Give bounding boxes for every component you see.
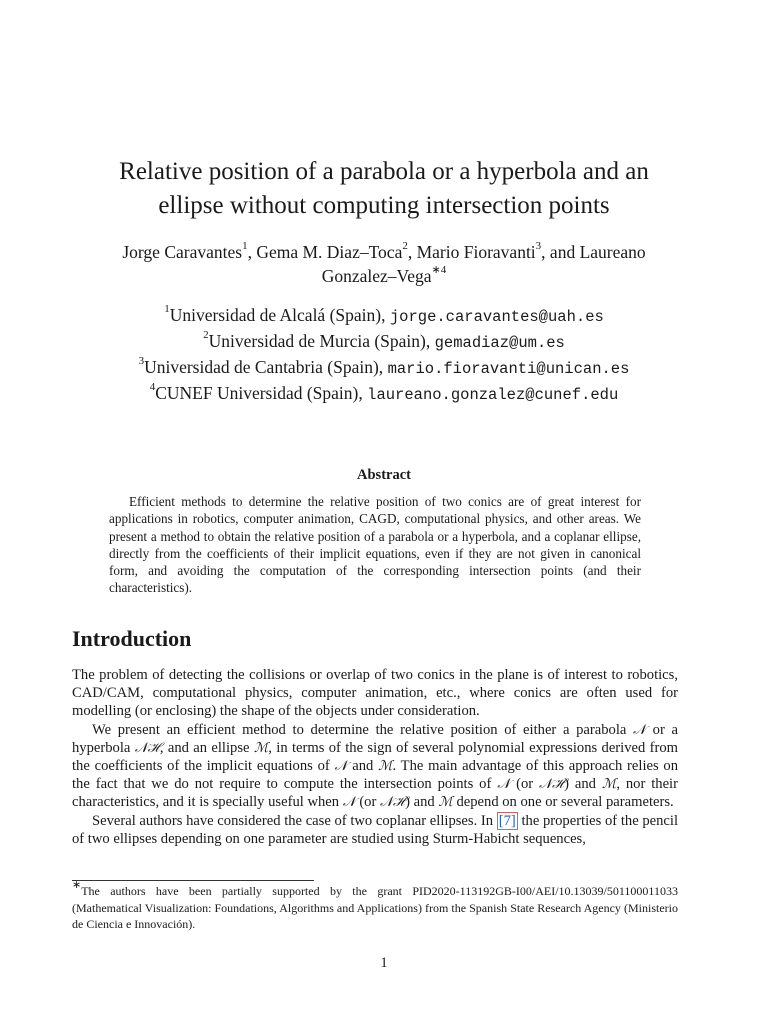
author-conjunction: and Laureano <box>549 242 646 262</box>
affiliation-list <box>70 303 698 407</box>
affiliation-mark: 2 <box>203 329 209 342</box>
text-run: . The main advantage of this approach relies on the fact that we do not require to compute the intersection points of <box>72 758 679 793</box>
affiliation-name: Universidad de Cantabria (Spain), <box>144 357 384 377</box>
affiliation-mark: 4 <box>149 381 156 394</box>
text-run: and <box>352 758 374 775</box>
math-symbol: 𝒩 <box>497 776 511 793</box>
affiliation-mark: 1 <box>164 303 170 316</box>
footnote-text: The authors have been partially supported by the grant PID2020-113192GB-I00/AEI/10.13039/501100011033 (Mathematical Visualization: Foundations, Algorithms and Applications) from the Spanish State Research Agency (Ministerio de Ciencia e Innovación). <box>72 884 678 931</box>
math-symbol: ℳ <box>253 739 269 756</box>
author-mark: 1 <box>242 240 248 253</box>
text-run: or a hyperbola <box>72 721 678 756</box>
affiliation-email[interactable]: gemadiaz@um.es <box>434 334 565 352</box>
citation-link[interactable]: [7] <box>498 812 516 829</box>
title-line-1: Relative position of a parabola or a hyperbola and an <box>119 158 649 185</box>
affiliation-name: Universidad de Alcalá (Spain), <box>169 305 386 325</box>
affiliation-item <box>70 329 698 355</box>
text-run: Several authors have considered the case of two coplanar ellipses. In <box>92 812 494 829</box>
text-run: (or <box>516 776 534 793</box>
author-list <box>70 240 698 288</box>
author-name: Gonzalez–Vega <box>321 266 432 286</box>
author-mark: 2 <box>402 240 408 253</box>
page-number: 1 <box>380 955 388 971</box>
author-line-2 <box>70 264 698 288</box>
affiliation-name: Universidad de Murcia (Spain), <box>208 331 431 351</box>
section-heading-introduction: Introduction <box>72 626 192 651</box>
footnote <box>72 879 678 933</box>
title-line-2: ellipse without computing intersection points <box>158 192 610 219</box>
paragraph-3 <box>72 812 678 848</box>
abstract-heading: Abstract <box>357 467 411 483</box>
text-run: , in terms of the sign of several polynomial expressions derived from the coefficients of the implicit equations of <box>72 739 678 775</box>
paragraph-1: The problem of detecting the collisions or overlap of two conics in the plane is of interest to robotics, CAD/CAM, computational physics, computer animation, etc., where conics are often used for modelling (or enclosing) the shape of the objects under consideration. <box>72 667 678 720</box>
author-mark: 3 <box>535 240 542 253</box>
math-symbol: ℳ <box>438 794 453 811</box>
paragraph-2 <box>72 721 678 812</box>
text-run: the properties of the pencil of two ellipses depending on one parameter are studied using Sturm-Habicht sequences, <box>72 812 679 847</box>
author-name: Gema M. Diaz–Toca <box>256 242 403 262</box>
author-name: Mario Fioravanti <box>416 242 536 262</box>
math-symbol: 𝒩ℋ <box>380 794 406 811</box>
affiliation-item <box>70 381 698 407</box>
math-symbol: 𝒩 <box>334 758 348 775</box>
author-line-1: Jorge Caravantes$^1$, Gema M. Diaz–Toca$^2$, Mario Fioravanti$^3$, and Laureano <box>122 240 646 262</box>
author-mark: ∗4 <box>431 264 447 277</box>
footnote-divider <box>72 880 314 881</box>
paper-title <box>60 155 708 223</box>
introduction-body <box>72 666 678 848</box>
affiliation-item <box>70 303 698 329</box>
math-symbol: 𝒩ℋ <box>134 739 160 756</box>
affiliation-mark: 3 <box>138 355 145 368</box>
author-name: Jorge Caravantes <box>122 242 243 262</box>
affiliation-email[interactable]: laureano.gonzalez@cunef.edu <box>367 386 619 404</box>
math-symbol: ℳ <box>601 776 617 793</box>
abstract-text: Efficient methods to determine the relative position of two conics are of great interest for applications in robotics, computer animation, CAGD, computational physics, and other areas. We present a method to obtain the relative position of a parabola or a hyperbola, and a coplanar ellipse, directly from the coefficients of their implicit equations, even if they are not given in canonical form, and avoiding the computation of the corresponding intersection points (and their characteristics). <box>109 494 641 596</box>
text-run: , and an ellipse <box>159 739 250 756</box>
affiliation-email[interactable]: mario.fioravanti@unican.es <box>387 360 630 378</box>
math-symbol: 𝒩ℋ <box>539 776 565 793</box>
footnote-mark: ∗ <box>72 879 82 891</box>
math-symbol: 𝒩 <box>633 721 646 738</box>
text-run: depend on one or several parameters. <box>456 794 674 811</box>
text-run: ) and <box>564 776 596 793</box>
text-run: ) and <box>405 794 435 811</box>
text-run: We present an efficient method to determine the relative position of either a parabola <box>92 721 627 738</box>
math-symbol: ℳ <box>378 758 393 775</box>
text-run: , nor their characteristics, and it is specially useful when <box>72 776 678 811</box>
math-symbol: 𝒩 <box>342 794 356 811</box>
affiliation-email[interactable]: jorge.caravantes@uah.es <box>389 308 604 326</box>
affiliation-name: CUNEF Universidad (Spain), <box>155 383 363 403</box>
text-run: (or <box>359 794 377 811</box>
affiliation-item <box>70 355 698 381</box>
